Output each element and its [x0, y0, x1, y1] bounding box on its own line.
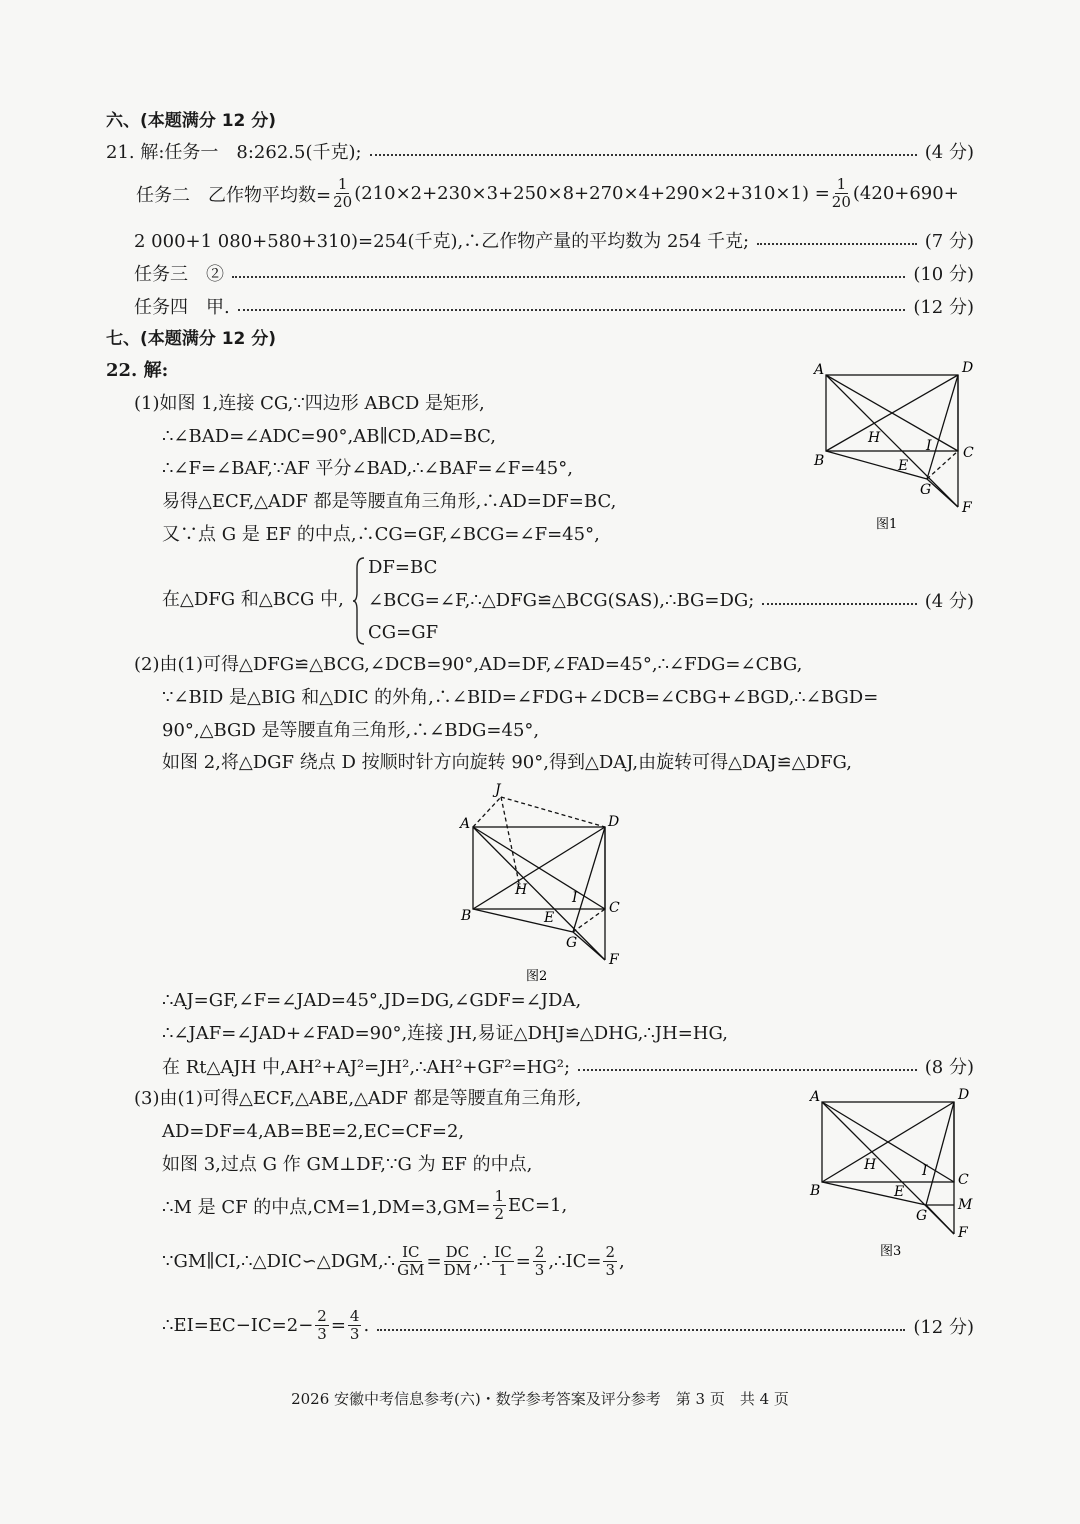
- q22-p2-line: 如图 2,将△DGF 绕点 D 按顺时针方向旋转 90°,得到△DAJ,由旋转可得△DAJ≌△DFG,: [162, 752, 852, 773]
- fraction: [492, 1244, 513, 1279]
- sys-eq-3: CG=GF: [368, 622, 439, 643]
- frac-num: 1: [836, 175, 847, 193]
- fraction: [533, 1244, 547, 1279]
- score: (10 分): [913, 264, 974, 285]
- leader-dots: [578, 1069, 917, 1071]
- fig3-label: B: [810, 1183, 821, 1199]
- q22-p1-line: ∴∠BAD=∠ADC=90°,AB∥CD,AD=BC,: [162, 426, 497, 447]
- task2-expr-2: (420+690+: [852, 183, 959, 204]
- fig3-label: I: [922, 1163, 928, 1179]
- q22-p2-line: 90°,△BGD 是等腰直角三角形,∴∠BDG=45°,: [162, 720, 540, 741]
- q22-p1-line: (1)如图 1,连接 CG,∵四边形 ABCD 是矩形,: [134, 393, 485, 414]
- leader-dots: [238, 309, 906, 311]
- fig2-label: I: [572, 890, 578, 906]
- leader-dots: [762, 603, 916, 605]
- fig2-label: H: [515, 882, 528, 898]
- fig2-label: B: [461, 908, 472, 924]
- frac-num: 4: [349, 1307, 360, 1325]
- curly-brace: [352, 556, 366, 646]
- leader-dots: [757, 243, 917, 245]
- sys-eq-1: DF=BC: [368, 557, 438, 578]
- q22-p1-line: 又∵点 G 是 EF 的中点,∴CG=GF,∠BCG=∠F=45°,: [162, 524, 600, 545]
- fig1-caption: 图1: [876, 517, 898, 532]
- frac-den: 1: [498, 1261, 508, 1279]
- frac-den: 3: [534, 1261, 545, 1279]
- fig3-label: M: [958, 1197, 973, 1213]
- figure-2: [455, 780, 630, 985]
- fig2-label: J: [495, 782, 501, 798]
- sym: ,: [619, 1251, 625, 1272]
- q21-line-5: [134, 293, 974, 319]
- q22-p3-line: (3)由(1)可得△ECF,△ABE,△ADF 都是等腰直角三角形,: [134, 1088, 582, 1109]
- page-footer: 2026 安徽中考信息参考(六)・数学参考答案及评分参考 第 3 页 共 4 页: [291, 1390, 789, 1408]
- leader-dots: [232, 276, 905, 278]
- frac-num: 2: [605, 1243, 616, 1261]
- fig1-label: F: [962, 500, 972, 516]
- task2-result: 2 000+1 080+580+310)=254(千克),∴乙作物产量的平均数为 254 千克;: [134, 231, 750, 252]
- fig1-label: C: [963, 445, 974, 461]
- frac-den: DM: [443, 1261, 472, 1279]
- score: (4 分): [924, 591, 974, 612]
- q22-p2-line: ∵∠BID 是△BIG 和△DIC 的外角,∴∠BID=∠FDG+∠DCB=∠CBG+∠BGD,∴∠BGD=: [162, 687, 879, 708]
- fig3-caption: 图3: [880, 1244, 902, 1259]
- sym: ,∴IC=: [548, 1251, 602, 1272]
- q21-task1: 21. 解:任务一 8:262.5(千克);: [106, 142, 362, 163]
- q22-p3a: [162, 1188, 567, 1223]
- p3a-end: EC=1,: [508, 1195, 568, 1216]
- q21-line-2: [136, 176, 974, 211]
- fig3-label: H: [864, 1157, 877, 1173]
- fraction: [493, 1188, 507, 1223]
- score: (8 分): [924, 1057, 974, 1078]
- sym: =: [426, 1251, 442, 1272]
- fig1-label: G: [920, 482, 932, 498]
- section-7-heading: 七、(本题满分 12 分): [106, 329, 277, 349]
- sym: .: [363, 1315, 370, 1336]
- sym: =: [330, 1315, 346, 1336]
- p3b-text: ∵GM∥CI,∴△DIC∽△DGM,∴: [162, 1251, 396, 1272]
- fraction: [397, 1244, 424, 1279]
- frac-den: 20: [333, 193, 353, 211]
- fig2-label: C: [609, 900, 620, 916]
- fraction: [333, 176, 352, 211]
- task4: 任务四 甲.: [134, 297, 230, 318]
- fig1-label: I: [926, 438, 932, 454]
- q22-p2b-line: ∴∠JAF=∠JAD+∠FAD=90°,连接 JH,易证△DHJ≌△DHG,∴JH=HG,: [162, 1023, 728, 1044]
- task2-expr: (210×2+230×3+250×8+270×4+290×2+310×1) =: [354, 183, 830, 204]
- q22-p2-end-row: [162, 1053, 974, 1079]
- fig3-label: D: [958, 1087, 970, 1103]
- q22-p1-line: ∴∠F=∠BAF,∵AF 平分∠BAD,∴∠BAF=∠F=45°,: [162, 458, 573, 479]
- q21-line-4: [134, 260, 974, 286]
- q22-head: 22. 解:: [106, 360, 169, 381]
- fig1-label: A: [814, 362, 825, 378]
- score: (12 分): [913, 1316, 974, 1338]
- section-6-heading: 六、(本题满分 12 分): [106, 111, 277, 131]
- fig3-label: A: [810, 1089, 821, 1105]
- frac-den: 20: [831, 193, 851, 211]
- fig3-label: E: [894, 1184, 905, 1200]
- frac-den: 3: [605, 1261, 616, 1279]
- fraction: [444, 1244, 472, 1279]
- q22-p3-line: 如图 3,过点 G 作 GM⊥DF,∵G 为 EF 的中点,: [162, 1154, 533, 1175]
- fig2-label: F: [609, 952, 619, 968]
- score: (12 分): [913, 297, 974, 318]
- fig3-label: F: [958, 1225, 968, 1241]
- task3: 任务三 ②: [134, 264, 224, 285]
- frac-den: 3: [349, 1325, 360, 1343]
- fig3-label: G: [916, 1208, 928, 1224]
- q22-p3c: [162, 1308, 974, 1343]
- frac-num: 1: [337, 175, 348, 193]
- frac-den: 2: [494, 1205, 505, 1223]
- q22-p2-line: (2)由(1)可得△DFG≌△BCG,∠DCB=90°,AD=DF,∠FAD=45°,∴∠FDG=∠CBG,: [134, 654, 803, 675]
- fraction: [603, 1244, 617, 1279]
- sym: ,∴: [473, 1251, 491, 1272]
- fig2-label: G: [566, 935, 578, 951]
- frac-num: DC: [445, 1243, 470, 1261]
- fig1-label: B: [814, 453, 825, 469]
- figure-3: [808, 1087, 983, 1262]
- task2-label: 任务二 乙作物平均数=: [136, 184, 332, 206]
- q22-p1-line: 易得△ECF,△ADF 都是等腰直角三角形,∴AD=DF=BC,: [162, 491, 617, 512]
- score: (4 分): [924, 142, 974, 163]
- fraction: [832, 176, 851, 211]
- fig2-label: D: [608, 814, 620, 830]
- p3c-text: ∴EI=EC−IC=2−: [162, 1315, 314, 1336]
- fig2-caption: 图2: [526, 969, 548, 984]
- q22-p3b: [162, 1244, 625, 1279]
- q22-p2b-line: ∴AJ=GF,∠F=∠JAD=45°,JD=DG,∠GDF=∠JDA,: [162, 990, 582, 1011]
- q22-p2-end: 在 Rt△AJH 中,AH²+AJ²=JH²,∴AH²+GF²=HG²;: [162, 1057, 571, 1078]
- fig2-label: E: [544, 910, 555, 926]
- q21-line-1: [106, 138, 974, 164]
- p3a-text: ∴M 是 CF 的中点,CM=1,DM=3,GM=: [162, 1196, 491, 1218]
- fig1-label: E: [898, 458, 909, 474]
- fig3-label: C: [958, 1172, 969, 1188]
- sys-prefix: 在△DFG 和△BCG 中,: [162, 589, 344, 610]
- leader-dots: [370, 154, 917, 156]
- frac-num: IC: [402, 1243, 420, 1261]
- q22-p3-line: AD=DF=4,AB=BE=2,EC=CF=2,: [162, 1121, 465, 1142]
- sys-eq-2: ∠BCG=∠F,∴△DFG≌△BCG(SAS),∴BG=DG;: [368, 589, 755, 611]
- figure-1: [808, 360, 983, 535]
- frac-num: 1: [494, 1187, 505, 1205]
- sys-eq-2-row: [368, 587, 974, 613]
- sym: =: [515, 1251, 531, 1272]
- q21-line-3: [134, 227, 974, 253]
- frac-num: 2: [534, 1243, 545, 1261]
- frac-num: IC: [494, 1243, 512, 1261]
- frac-den: GM: [397, 1261, 425, 1279]
- fraction: [315, 1308, 329, 1343]
- fig1-label: H: [868, 430, 881, 446]
- score: (7 分): [924, 231, 974, 252]
- fraction: [348, 1308, 362, 1343]
- fig1-label: D: [962, 360, 974, 376]
- fig2-label: A: [460, 816, 471, 832]
- leader-dots: [377, 1329, 905, 1331]
- frac-den: 3: [317, 1325, 327, 1343]
- frac-num: 2: [317, 1307, 327, 1325]
